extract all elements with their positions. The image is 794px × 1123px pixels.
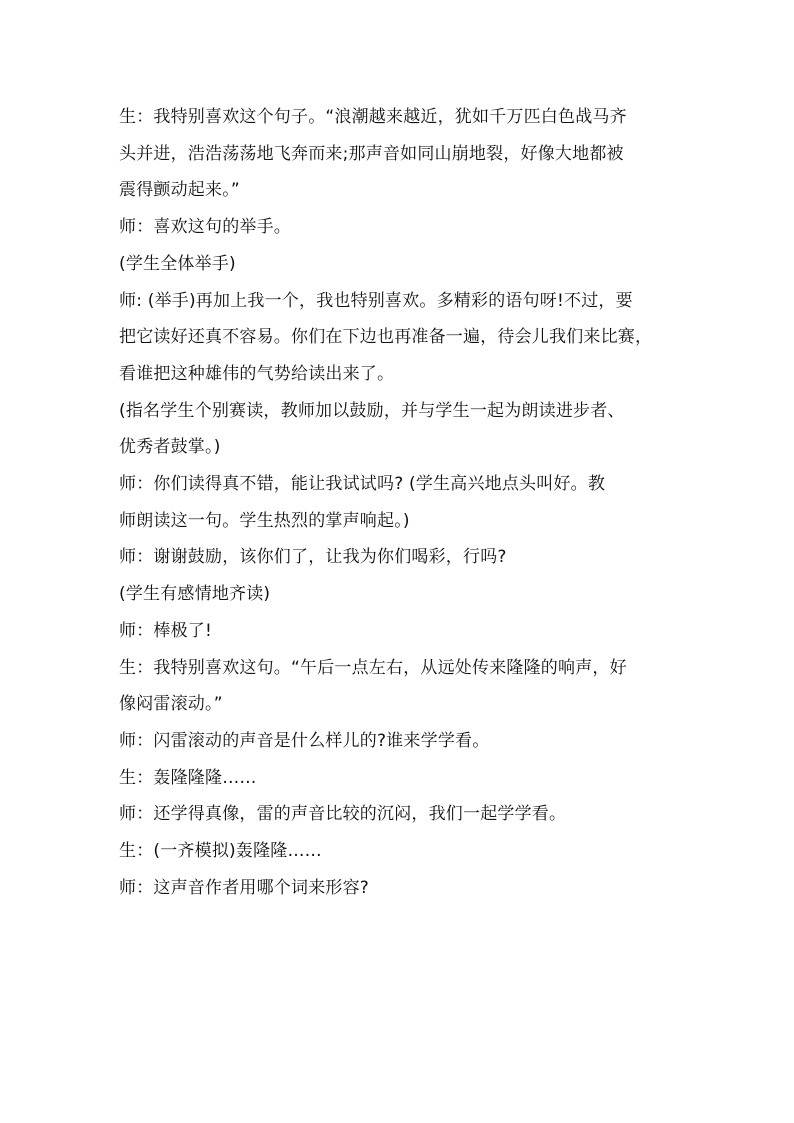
dialogue-paragraph [119, 576, 679, 613]
text-line: 师：闪雷滚动的声音是什么样儿的?谁来学学看。 [119, 730, 490, 751]
dialogue-paragraph [119, 539, 679, 576]
dialogue-paragraph [119, 283, 679, 393]
dialogue-paragraph [119, 796, 679, 833]
text-line: 生：(一齐模拟)轰隆隆…… [119, 841, 322, 862]
dialogue-paragraph [119, 723, 679, 760]
dialogue-paragraph [119, 209, 679, 246]
dialogue-paragraph [119, 393, 679, 466]
text-line: 头并进，浩浩荡荡地飞奔而来;那声音如同山崩地裂，好像大地都被 [119, 143, 624, 164]
text-line: 师：棒极了! [119, 620, 213, 641]
text-line: 师：喜欢这句的举手。 [119, 217, 291, 238]
document-content [119, 99, 679, 906]
dialogue-paragraph [119, 833, 679, 870]
text-line: 师：你们读得真不错，能让我试试吗? (学生高兴地点头叫好。教 [119, 474, 606, 495]
text-line: (指名学生个别赛读，教师加以鼓励，并与学生一起为朗读进步者、 [119, 400, 625, 421]
text-line: 像闷雷滚动。” [119, 694, 223, 715]
dialogue-paragraph [119, 650, 679, 723]
dialogue-paragraph [119, 99, 679, 209]
text-line: 师：这声音作者用哪个词来形容? [119, 877, 370, 898]
text-line: (学生有感情地齐读) [119, 584, 271, 605]
text-line: 把它读好还真不容易。你们在下边也再准备一遍，待会儿我们来比赛， [119, 327, 653, 348]
dialogue-paragraph [119, 246, 679, 283]
text-line: 师朗读这一句。学生热烈的掌声响起。) [119, 510, 410, 531]
dialogue-paragraph [119, 870, 679, 907]
dialogue-paragraph [119, 760, 679, 797]
text-line: 师：谢谢鼓励，该你们了，让我为你们喝彩，行吗? [119, 547, 507, 568]
text-line: 优秀者鼓掌。) [119, 437, 221, 458]
text-line: 师: (举手)再加上我一个，我也特别喜欢。多精彩的语句呀!不过，要 [119, 290, 633, 311]
text-line: 师：还学得真像，雷的声音比较的沉闷，我们一起学学看。 [119, 804, 567, 825]
text-line: 震得颤动起来。” [119, 180, 240, 201]
dialogue-paragraph [119, 466, 679, 539]
text-line: 生：我特别喜欢这句。“午后一点左右，从远处传来隆隆的响声，好 [119, 657, 627, 678]
text-line: 生：轰隆隆隆…… [119, 767, 257, 788]
dialogue-paragraph [119, 613, 679, 650]
text-line: (学生全体举手) [119, 253, 236, 274]
text-line: 看谁把这种雄伟的气势给读出来了。 [119, 363, 395, 384]
text-line: 生：我特别喜欢这个句子。“浪潮越来越近，犹如千万匹白色战马齐 [119, 107, 627, 127]
